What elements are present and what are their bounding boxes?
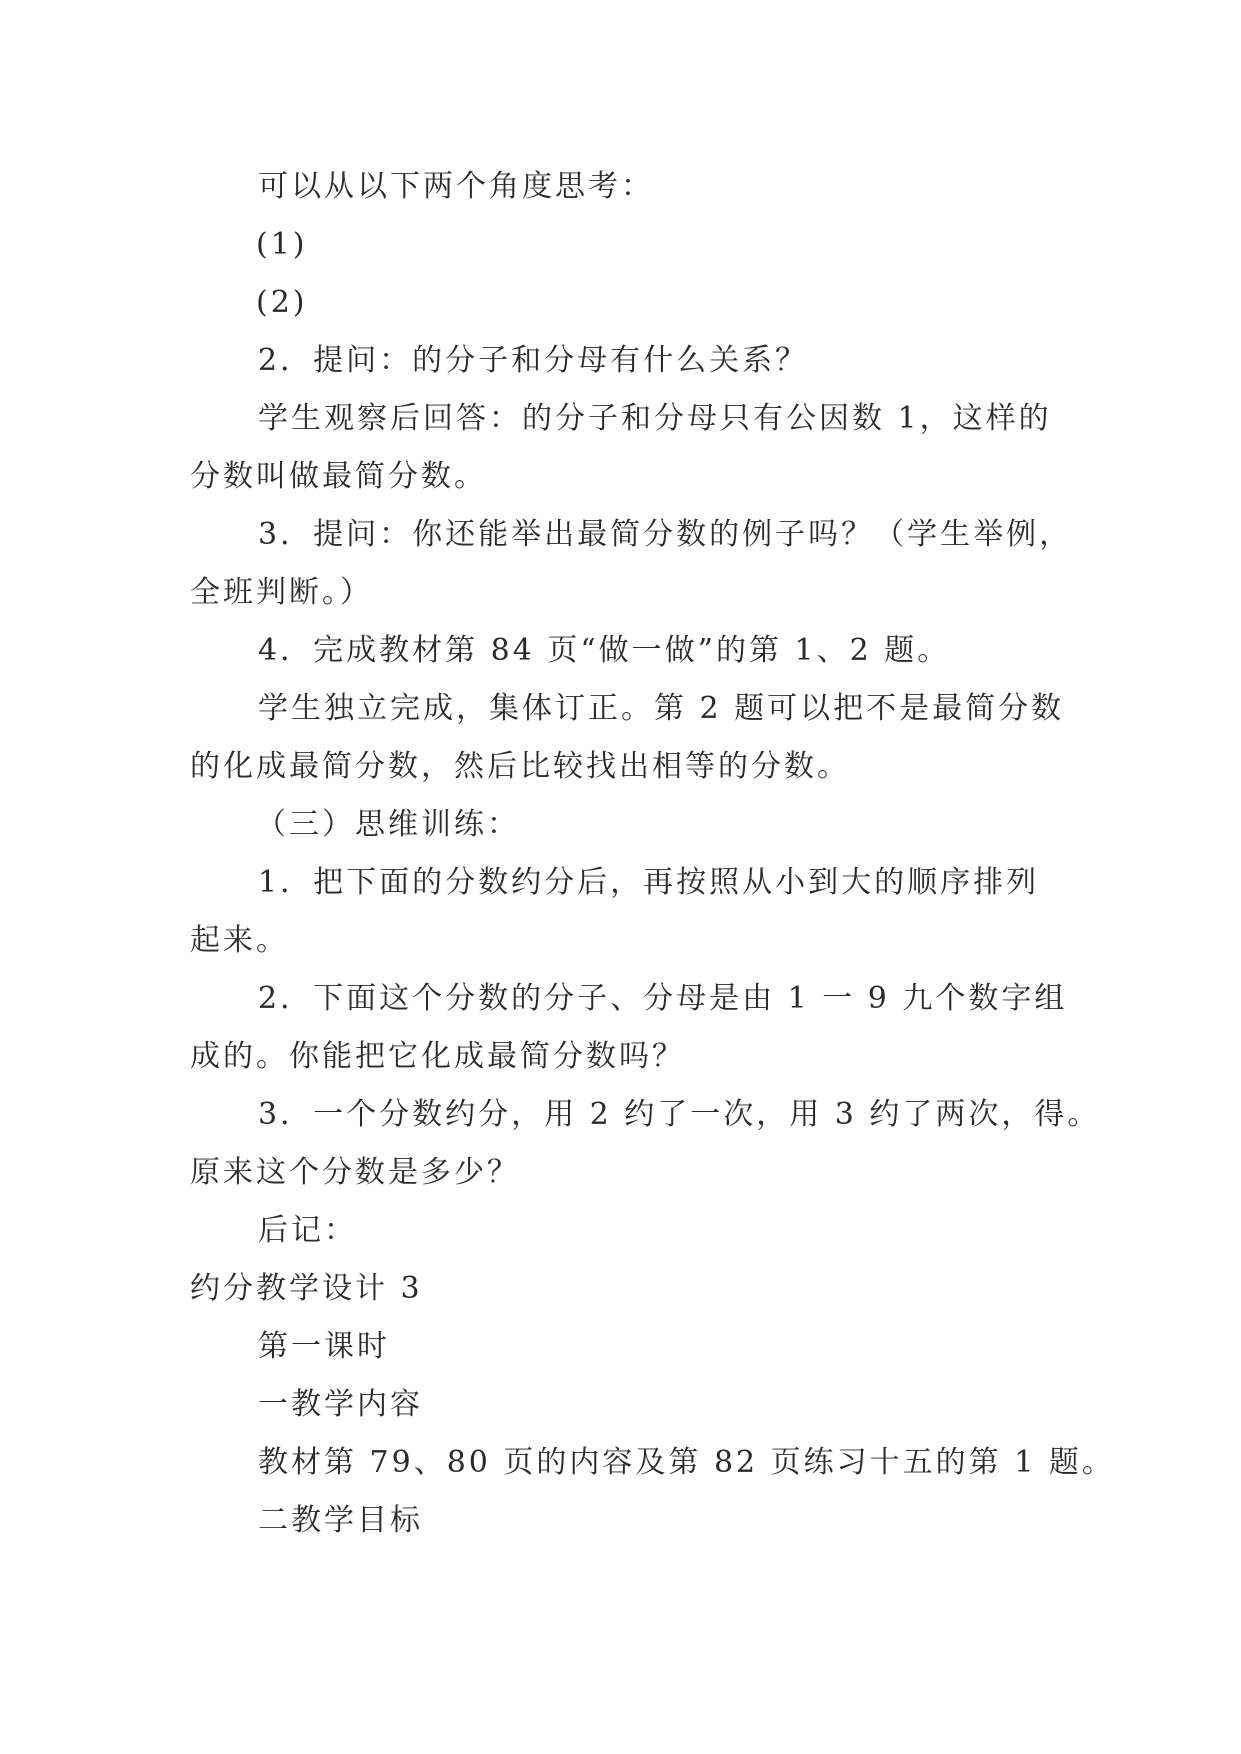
text-line: 一教学内容: [258, 1387, 423, 1422]
text-line: 可以从以下两个角度思考：: [258, 169, 654, 204]
text-line: 2．提问：的分子和分母有什么关系？: [258, 343, 809, 378]
text-line: 原来这个分数是多少？: [190, 1155, 520, 1190]
text-line: 的化成最简分数，然后比较找出相等的分数。: [190, 749, 850, 784]
text-line: 二教学目标: [258, 1503, 423, 1538]
text-line: 第一课时: [258, 1329, 390, 1364]
text-line: 成的。你能把它化成最简分数吗？: [190, 1039, 685, 1074]
text-line: (2): [256, 285, 308, 320]
text-line: (1): [256, 227, 308, 262]
text-line: 学生观察后回答：的分子和分母只有公因数 1，这样的: [258, 401, 1052, 436]
text-line: 2．下面这个分数的分子、分母是由 1 一 9 九个数字组: [258, 981, 1068, 1016]
text-line: 3．一个分数约分，用 2 约了一次，用 3 约了两次，得。: [258, 1097, 1101, 1132]
text-line: 学生独立完成，集体订正。第 2 题可以把不是最简分数: [258, 691, 1065, 726]
text-line: 教材第 79、80 页的内容及第 82 页练习十五的第 1 题。: [258, 1445, 1115, 1480]
text-line: 后记：: [258, 1213, 357, 1248]
text-line: 全班判断。）: [190, 575, 373, 610]
text-line: 1．把下面的分数约分后，再按照从小到大的顺序排列: [258, 865, 1040, 900]
text-line: 4．完成教材第 84 页“做一做”的第 1、2 题。: [258, 633, 951, 668]
text-line: 约分教学设计 3: [190, 1271, 423, 1306]
text-line: 分数叫做最简分数。: [190, 459, 487, 494]
text-line: 起来。: [190, 923, 289, 958]
text-line: 3．提问：你还能举出最简分数的例子吗？（学生举例，: [258, 517, 1073, 552]
text-line: （三）思维训练：: [256, 807, 520, 842]
